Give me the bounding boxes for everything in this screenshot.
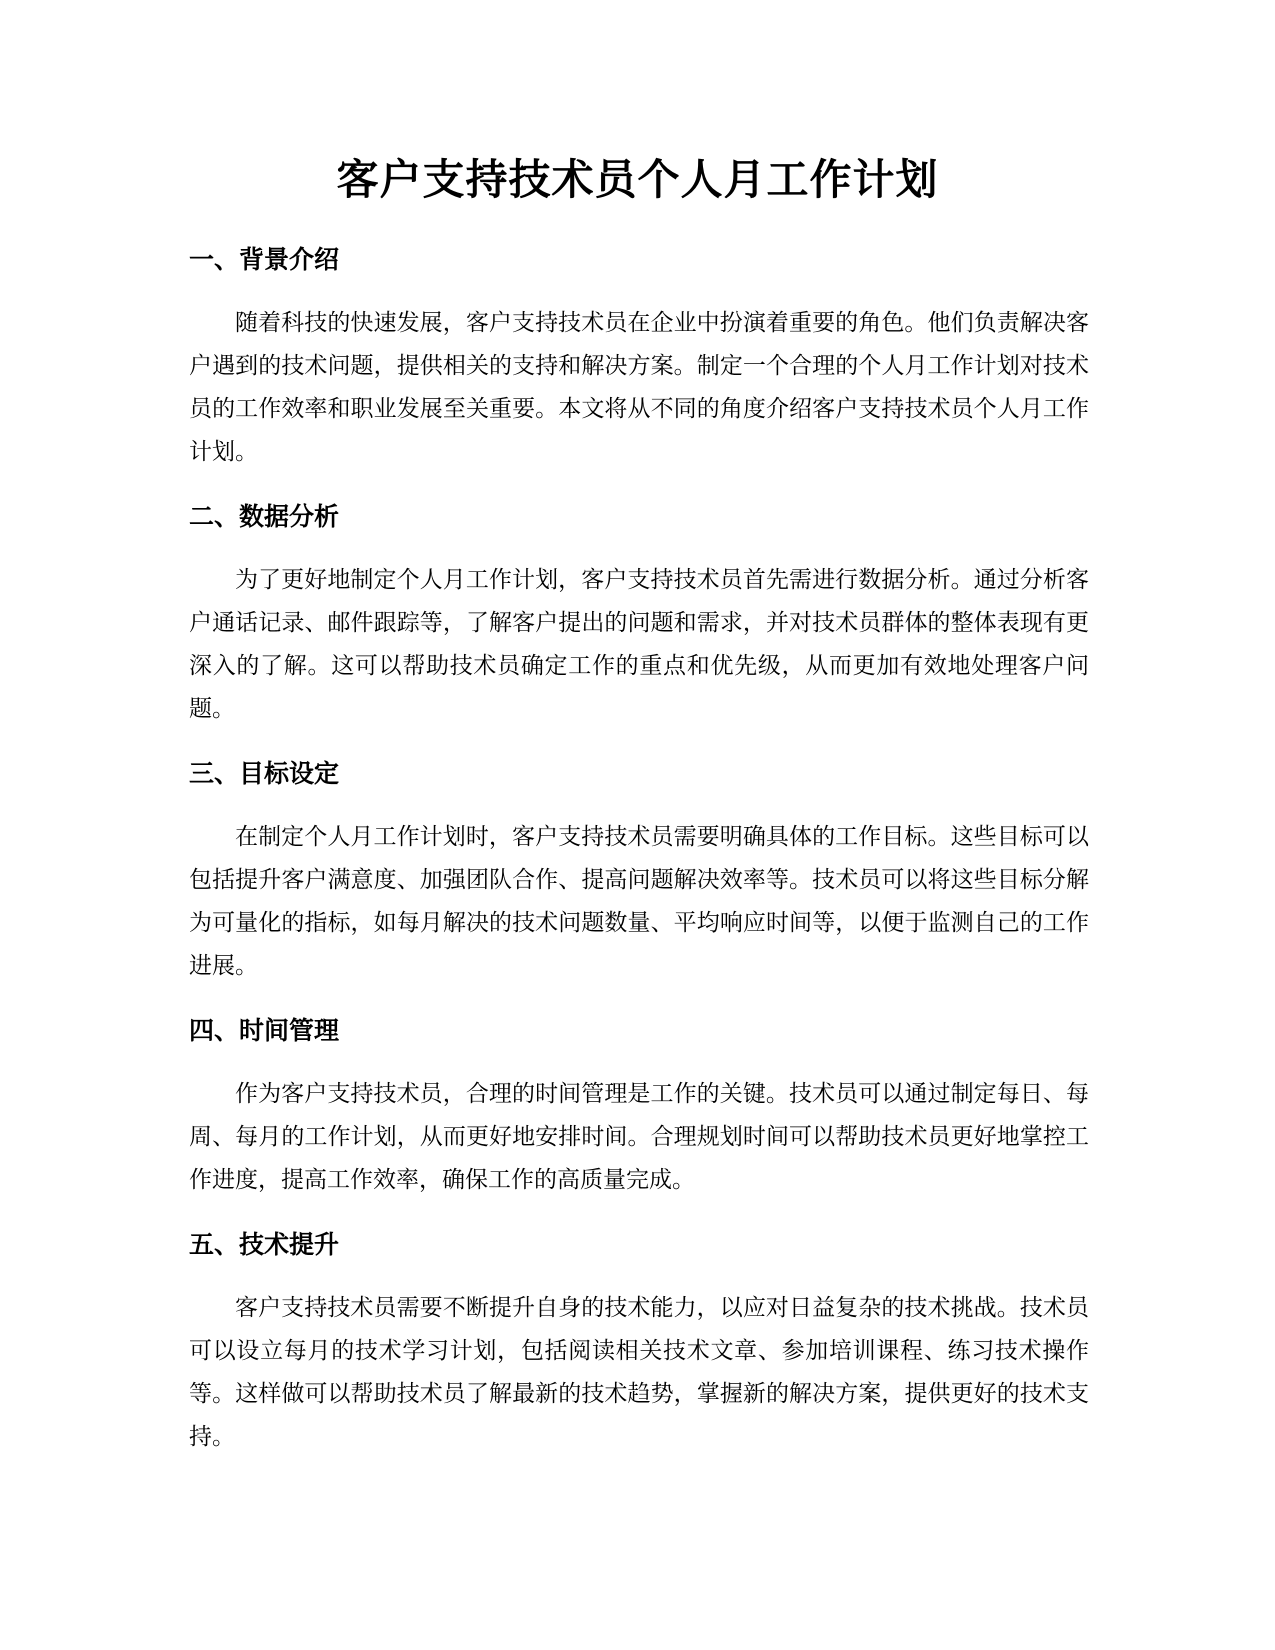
document-content: [189, 240, 1089, 1482]
section-goal-setting: [189, 754, 1089, 988]
section-paragraph: 客户支持技术员需要不断提升自身的技术能力，以应对日益复杂的技术挑战。技术员可以设立每月的技术学习计划，包括阅读相关技术文章、参加培训课程、练习技术操作等。这样做可以帮助技术员了解最新的技术趋势，掌握新的解决方案，提供更好的技术支持。: [189, 1295, 1089, 1450]
section-background: [189, 240, 1089, 474]
section-data-analysis: [189, 497, 1089, 731]
section-time-management: [189, 1011, 1089, 1202]
section-heading: 二、数据分析: [189, 502, 340, 531]
section-paragraph: 为了更好地制定个人月工作计划，客户支持技术员首先需进行数据分析。通过分析客户通话记录、邮件跟踪等，了解客户提出的问题和需求，并对技术员群体的整体表现有更深入的了解。这可以帮助技术员确定工作的重点和优先级，从而更加有效地处理客户问题。: [189, 567, 1089, 722]
section-heading: 三、目标设定: [189, 759, 340, 788]
section-heading: 五、技术提升: [189, 1230, 340, 1259]
section-paragraph: 作为客户支持技术员，合理的时间管理是工作的关键。技术员可以通过制定每日、每周、每月的工作计划，从而更好地安排时间。合理规划时间可以帮助技术员更好地掌控工作进度，提高工作效率，确保工作的高质量完成。: [189, 1081, 1089, 1193]
section-heading: 一、背景介绍: [189, 245, 340, 274]
section-paragraph: 在制定个人月工作计划时，客户支持技术员需要明确具体的工作目标。这些目标可以包括提升客户满意度、加强团队合作、提高问题解决效率等。技术员可以将这些目标分解为可量化的指标，如每月解决的技术问题数量、平均响应时间等，以便于监测自己的工作进展。: [189, 824, 1089, 979]
document-title: 客户支持技术员个人月工作计划: [336, 155, 939, 204]
section-heading: 四、时间管理: [189, 1016, 340, 1045]
section-paragraph: 随着科技的快速发展，客户支持技术员在企业中扮演着重要的角色。他们负责解决客户遇到的技术问题，提供相关的支持和解决方案。制定一个合理的个人月工作计划对技术员的工作效率和职业发展至关重要。本文将从不同的角度介绍客户支持技术员个人月工作计划。: [189, 310, 1089, 465]
section-skill-improvement: [189, 1225, 1089, 1459]
